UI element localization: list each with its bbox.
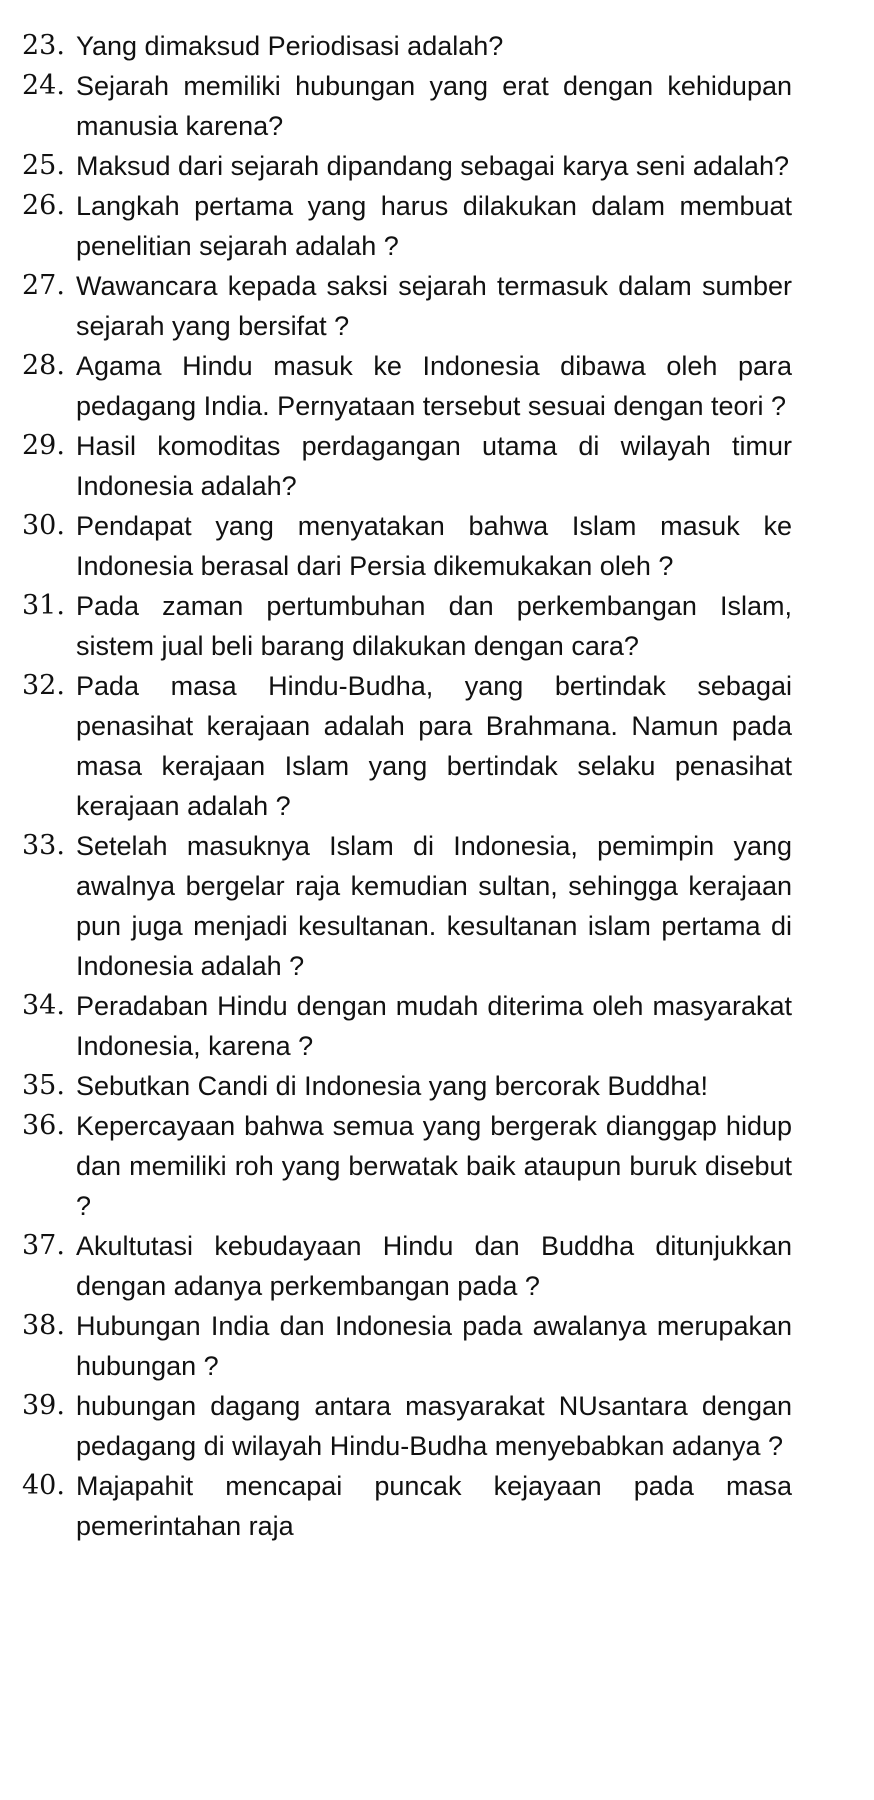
question-number: 30. xyxy=(22,510,65,541)
question-25 xyxy=(22,146,792,186)
question-text: Maksud dari sejarah dipandang sebagai karya seni adalah? xyxy=(76,151,789,181)
question-27 xyxy=(22,266,792,346)
question-text: Pada masa Hindu-Budha, yang bertindak sebagai penasihat kerajaan adalah para Brahmana. Namun pada masa kerajaan Islam yang bertindak selaku penasihat kerajaan adalah ? xyxy=(76,671,792,821)
question-31 xyxy=(22,586,792,666)
question-number: 24. xyxy=(22,70,65,101)
question-28 xyxy=(22,346,792,426)
question-text: Langkah pertama yang harus dilakukan dalam membuat penelitian sejarah adalah ? xyxy=(76,191,792,261)
question-number: 37. xyxy=(22,1230,65,1261)
question-text: Hasil komoditas perdagangan utama di wilayah timur Indonesia adalah? xyxy=(76,431,792,501)
question-35 xyxy=(22,1066,792,1106)
question-number: 40. xyxy=(22,1470,65,1501)
question-text: Yang dimaksud Periodisasi adalah? xyxy=(76,31,504,61)
question-text: Wawancara kepada saksi sejarah termasuk dalam sumber sejarah yang bersifat ? xyxy=(76,271,792,341)
question-text: Pada zaman pertumbuhan dan perkembangan Islam, sistem jual beli barang dilakukan dengan cara? xyxy=(76,591,792,661)
question-number: 33. xyxy=(22,830,65,861)
question-number: 39. xyxy=(22,1390,65,1421)
question-text: Sejarah memiliki hubungan yang erat dengan kehidupan manusia karena? xyxy=(76,71,792,141)
question-number: 28. xyxy=(22,350,65,381)
question-number: 34. xyxy=(22,990,65,1021)
question-33 xyxy=(22,826,792,986)
question-number: 23. xyxy=(22,30,65,61)
question-text: Agama Hindu masuk ke Indonesia dibawa oleh para pedagang India. Pernyataan tersebut sesuai dengan teori ? xyxy=(76,351,792,421)
question-text: Setelah masuknya Islam di Indonesia, pemimpin yang awalnya bergelar raja kemudian sultan, sehingga kerajaan pun juga menjadi kesultanan. kesultanan islam pertama di Indonesia adalah ? xyxy=(76,831,792,981)
question-number: 29. xyxy=(22,430,65,461)
question-text: Peradaban Hindu dengan mudah diterima oleh masyarakat Indonesia, karena ? xyxy=(76,991,792,1061)
question-number: 35. xyxy=(22,1070,65,1101)
question-text: Majapahit mencapai puncak kejayaan pada masa pemerintahan raja xyxy=(76,1471,792,1541)
question-number: 27. xyxy=(22,270,65,301)
question-number: 38. xyxy=(22,1310,65,1341)
question-number: 31. xyxy=(22,590,65,621)
question-text: Kepercayaan bahwa semua yang bergerak dianggap hidup dan memiliki roh yang berwatak baik ataupun buruk disebut ? xyxy=(76,1111,792,1221)
question-23 xyxy=(22,26,792,66)
question-30 xyxy=(22,506,792,586)
question-38 xyxy=(22,1306,792,1386)
question-39 xyxy=(22,1386,792,1466)
question-text: Hubungan India dan Indonesia pada awalanya merupakan hubungan ? xyxy=(76,1311,792,1381)
question-number: 32. xyxy=(22,670,65,701)
question-37 xyxy=(22,1226,792,1306)
question-32 xyxy=(22,666,792,826)
question-26 xyxy=(22,186,792,266)
question-list xyxy=(22,26,792,1546)
question-number: 36. xyxy=(22,1110,65,1141)
question-text: Sebutkan Candi di Indonesia yang bercorak Buddha! xyxy=(76,1071,708,1101)
question-text: Akultutasi kebudayaan Hindu dan Buddha ditunjukkan dengan adanya perkembangan pada ? xyxy=(76,1231,792,1301)
question-29 xyxy=(22,426,792,506)
question-34 xyxy=(22,986,792,1066)
question-text: Pendapat yang menyatakan bahwa Islam masuk ke Indonesia berasal dari Persia dikemukakan oleh ? xyxy=(76,511,792,581)
question-text: hubungan dagang antara masyarakat NUsantara dengan pedagang di wilayah Hindu-Budha menyebabkan adanya ? xyxy=(76,1391,792,1461)
question-number: 26. xyxy=(22,190,65,221)
question-number: 25. xyxy=(22,150,65,181)
question-24 xyxy=(22,66,792,146)
question-40 xyxy=(22,1466,792,1546)
question-36 xyxy=(22,1106,792,1226)
